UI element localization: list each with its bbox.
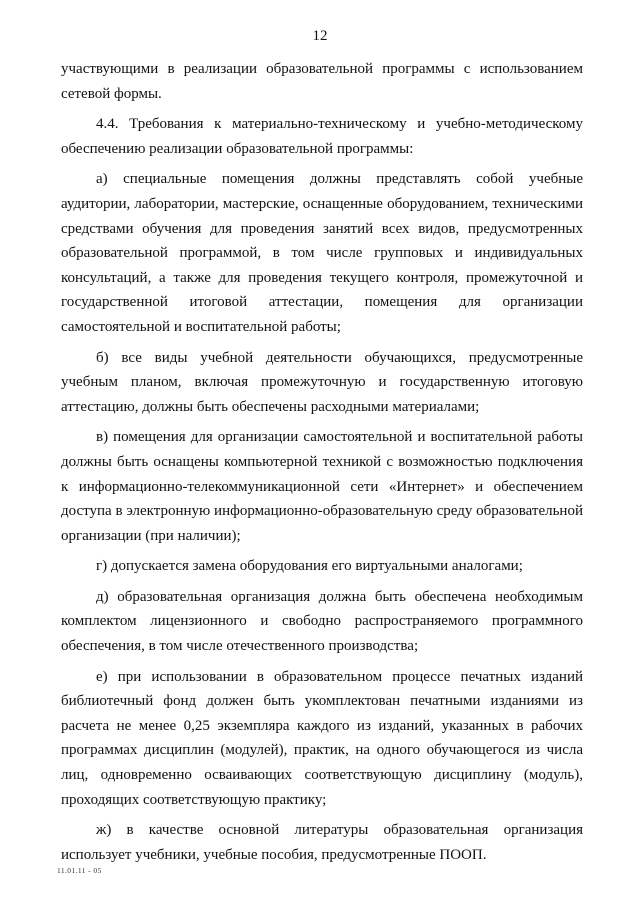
paragraph-section-4-4: 4.4. Требования к материально-техническому и учебно-методическому обеспечению реализации образовательной программы: — [61, 116, 583, 157]
paragraph-item-b: б) все виды учебной деятельности обучающихся, предусмотренные учебным планом, включая промежуточную и государственную итоговую аттестацию, должны быть обеспечены расходными материалами; — [61, 349, 583, 415]
paragraph-item-zh: ж) в качестве основной литературы образовательная организация использует учебники, учебные пособия, предусмотренные ПООП. — [61, 822, 583, 863]
page-number: 12 — [312, 28, 328, 44]
paragraph-item-a: а) специальные помещения должны представлять собой учебные аудитории, лаборатории, мастерские, оснащенные оборудованием, техническими средствами обучения для проведения занятий всех видов, предусмотренных образовательной программой, в том числе групповых и индивидуальных консультаций, а также для проведения текущего контроля, промежуточной и государственной итоговой аттестации, помещения для организации самостоятельной и воспитательной работы; — [61, 171, 583, 335]
paragraph-item-g: г) допускается замена оборудования его виртуальными аналогами; — [96, 558, 523, 575]
paragraph-item-d: д) образовательная организация должна быть обеспечена необходимым комплектом лицензионного и свободно распространяемого программного обеспечения, в том числе отечественного производства; — [61, 588, 583, 655]
document-code-footer: 11.01.11 - 05 — [57, 866, 102, 875]
document-body — [61, 57, 583, 873]
paragraph-continuation: участвующими в реализации образовательной программы с использованием сетевой формы. — [61, 61, 583, 102]
paragraph-item-e: е) при использовании в образовательном процессе печатных изданий библиотечный фонд должен быть укомплектован печатными изданиями из расчета не менее 0,25 экземпляра каждого из изданий, указанных в рабочих программах дисциплин (модулей), практик, на одного обучающегося из числа лиц, одновременно осваивающих соответствующую дисциплину (модуль), проходящих соответствующую практику; — [61, 668, 583, 808]
paragraph-item-v: в) помещения для организации самостоятельной и воспитательной работы должны быть оснащены компьютерной техникой с возможностью подключения к информационно-телекоммуникационной сети «Интернет» и обеспечением доступа в электронную информационно-образовательную среду образовательной организации (при наличии); — [61, 429, 583, 544]
